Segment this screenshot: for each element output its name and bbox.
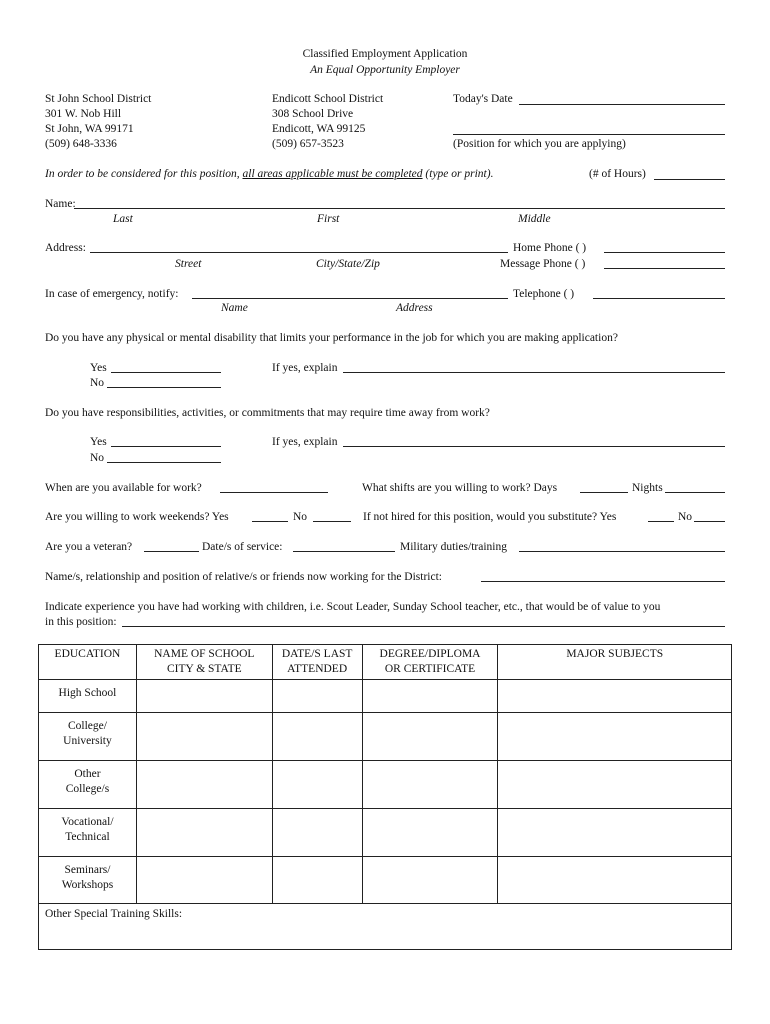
address-label: Address: xyxy=(45,242,86,254)
emergency-field[interactable] xyxy=(192,298,508,299)
table-cell[interactable] xyxy=(498,857,732,904)
responsibilities-no-label: No xyxy=(90,452,105,464)
disability-no-label: No xyxy=(90,377,105,389)
header-school-name: NAME OF SCHOOL CITY & STATE xyxy=(136,645,272,680)
home-phone-field[interactable] xyxy=(604,252,725,253)
availability-field[interactable] xyxy=(220,492,328,493)
table-cell[interactable] xyxy=(498,761,732,809)
table-cell[interactable] xyxy=(498,680,732,713)
shifts-nights-field[interactable] xyxy=(665,492,725,493)
military-duties-field[interactable] xyxy=(519,551,725,552)
responsibilities-explain-field[interactable] xyxy=(343,446,725,447)
emergency-name-caption: Name xyxy=(221,302,248,314)
district2-phone: (509) 657-3523 xyxy=(272,138,344,150)
education-header-row xyxy=(39,645,732,680)
table-row xyxy=(39,680,732,713)
disability-question: Do you have any physical or mental disability that limits your performance in the job for which you are making application? xyxy=(45,332,618,344)
table-cell[interactable] xyxy=(272,857,362,904)
table-row xyxy=(39,761,732,809)
home-phone-label: Home Phone ( ) xyxy=(513,242,587,254)
weekends-yes-field[interactable] xyxy=(252,521,288,522)
district1-phone: (509) 648-3336 xyxy=(45,138,117,150)
table-cell[interactable] xyxy=(136,761,272,809)
shifts-nights-label: Nights xyxy=(632,482,663,494)
disability-explain-field[interactable] xyxy=(343,372,725,373)
relatives-label: Name/s, relationship and position of relative/s or friends now working for the District: xyxy=(45,571,442,583)
military-duties-label: Military duties/training xyxy=(400,541,507,553)
table-row xyxy=(39,713,732,761)
name-field[interactable] xyxy=(74,208,725,209)
row-label-other-college: Other College/s xyxy=(39,761,137,809)
responsibilities-explain-label: If yes, explain xyxy=(272,436,338,448)
other-skills-cell[interactable] xyxy=(39,904,732,950)
weekends-no-label: No xyxy=(293,511,308,523)
other-skills-label: Other Special Training Skills: xyxy=(45,908,183,920)
table-cell[interactable] xyxy=(272,761,362,809)
header-education: EDUCATION xyxy=(39,645,137,680)
header-degree: DEGREE/DIPLOMA OR CERTIFICATE xyxy=(362,645,498,680)
district1-street: 301 W. Nob Hill xyxy=(45,108,122,120)
table-cell[interactable] xyxy=(362,857,498,904)
table-row xyxy=(39,809,732,857)
table-cell[interactable] xyxy=(498,713,732,761)
district2-name: Endicott School District xyxy=(272,93,384,105)
table-cell[interactable] xyxy=(362,713,498,761)
table-cell[interactable] xyxy=(498,809,732,857)
substitute-yes-field[interactable] xyxy=(648,521,674,522)
disability-yes-field[interactable] xyxy=(111,372,221,373)
form-subtitle: An Equal Opportunity Employer xyxy=(310,64,460,76)
name-middle-caption: Middle xyxy=(518,213,551,225)
relatives-field[interactable] xyxy=(481,581,725,582)
name-last-caption: Last xyxy=(113,213,133,225)
service-dates-field[interactable] xyxy=(293,551,395,552)
position-caption: (Position for which you are applying) xyxy=(453,138,626,150)
table-cell[interactable] xyxy=(136,857,272,904)
weekends-no-field[interactable] xyxy=(313,521,351,522)
district2-city: Endicott, WA 99125 xyxy=(272,123,366,135)
address-city-caption: City/State/Zip xyxy=(316,258,380,270)
responsibilities-yes-label: Yes xyxy=(90,436,107,448)
emergency-address-caption: Address xyxy=(396,302,433,314)
responsibilities-question: Do you have responsibilities, activities, or commitments that may require time away from work? xyxy=(45,407,490,419)
availability-label: When are you available for work? xyxy=(45,482,202,494)
instruction-text: In order to be considered for this position, all areas applicable must be completed (type or print). xyxy=(45,168,494,180)
district2-street: 308 School Drive xyxy=(272,108,354,120)
emergency-telephone-field[interactable] xyxy=(593,298,725,299)
message-phone-field[interactable] xyxy=(604,268,725,269)
hours-field[interactable] xyxy=(654,179,725,180)
disability-no-field[interactable] xyxy=(107,387,221,388)
table-row xyxy=(39,857,732,904)
table-cell[interactable] xyxy=(136,809,272,857)
row-label-college: College/ University xyxy=(39,713,137,761)
district1-city: St John, WA 99171 xyxy=(45,123,134,135)
other-skills-row xyxy=(39,904,732,950)
table-cell[interactable] xyxy=(272,680,362,713)
disability-explain-label: If yes, explain xyxy=(272,362,338,374)
district1-name: St John School District xyxy=(45,93,152,105)
education-table xyxy=(38,644,732,950)
veteran-label: Are you a veteran? xyxy=(45,541,133,553)
service-dates-label: Date/s of service: xyxy=(202,541,283,553)
table-cell[interactable] xyxy=(362,680,498,713)
experience-label-line1: Indicate experience you have had working with children, i.e. Scout Leader, Sunday School teacher, etc., that would be of value to you xyxy=(45,601,661,613)
message-phone-label: Message Phone ( ) xyxy=(500,258,586,270)
veteran-field[interactable] xyxy=(144,551,199,552)
header-major-subjects: MAJOR SUBJECTS xyxy=(498,645,732,680)
todays-date-field[interactable] xyxy=(519,104,725,105)
emergency-telephone-label: Telephone ( ) xyxy=(513,288,575,300)
position-field[interactable] xyxy=(453,134,725,135)
experience-field[interactable] xyxy=(122,626,725,627)
address-street-caption: Street xyxy=(175,258,202,270)
responsibilities-no-field[interactable] xyxy=(107,462,221,463)
header-dates-attended: DATE/S LAST ATTENDED xyxy=(272,645,362,680)
substitute-label: If not hired for this position, would you substitute? Yes xyxy=(363,511,617,523)
name-label: Name: xyxy=(45,198,76,210)
table-cell[interactable] xyxy=(136,680,272,713)
responsibilities-yes-field[interactable] xyxy=(111,446,221,447)
table-cell[interactable] xyxy=(362,761,498,809)
substitute-no-label: No xyxy=(678,511,693,523)
table-cell[interactable] xyxy=(272,713,362,761)
address-field[interactable] xyxy=(90,252,508,253)
todays-date-label: Today's Date xyxy=(453,93,513,105)
weekends-label: Are you willing to work weekends? Yes xyxy=(45,511,229,523)
experience-label-line2: in this position: xyxy=(45,616,117,628)
substitute-no-field[interactable] xyxy=(694,521,725,522)
disability-yes-label: Yes xyxy=(90,362,107,374)
hours-label: (# of Hours) xyxy=(589,168,646,180)
emergency-label: In case of emergency, notify: xyxy=(45,288,179,300)
shifts-days-label: What shifts are you willing to work? Days xyxy=(362,482,558,494)
table-cell[interactable] xyxy=(362,809,498,857)
row-label-vocational: Vocational/ Technical xyxy=(39,809,137,857)
table-cell[interactable] xyxy=(272,809,362,857)
row-label-seminars: Seminars/ Workshops xyxy=(39,857,137,904)
table-cell[interactable] xyxy=(136,713,272,761)
form-title: Classified Employment Application xyxy=(302,48,468,60)
shifts-days-field[interactable] xyxy=(580,492,628,493)
row-label-high-school: High School xyxy=(39,680,137,713)
name-first-caption: First xyxy=(317,213,340,225)
